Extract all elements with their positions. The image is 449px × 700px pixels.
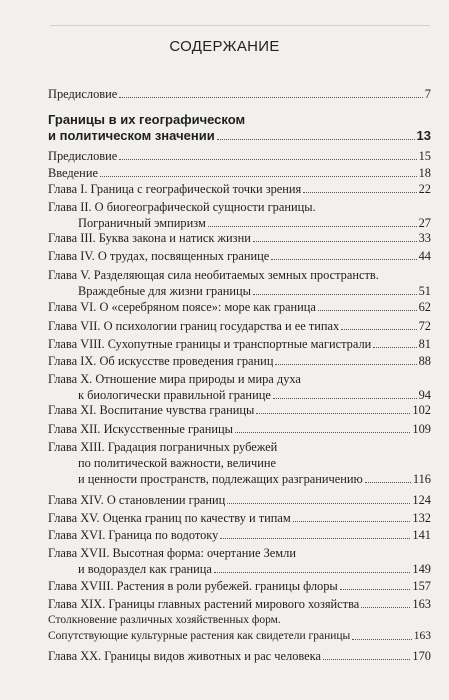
toc-entry[interactable] <box>48 267 431 299</box>
toc-entry[interactable] <box>48 527 431 543</box>
section-title-line1: Границы в их географическом <box>48 112 246 127</box>
toc-entry-label: Глава XII. Искусственные границы <box>48 422 233 436</box>
toc-entry-page: 163 <box>413 630 431 642</box>
leader-dots <box>235 432 410 433</box>
toc-entry-continuation: по политической важности, величине <box>78 456 277 470</box>
leader-dots <box>318 310 417 311</box>
leader-dots <box>119 97 423 98</box>
toc-entry-label: Предисловие <box>48 87 118 101</box>
toc-entry[interactable] <box>48 181 431 197</box>
toc-entry-label: Глава XVI. Граница по водотоку <box>48 528 219 542</box>
toc-entry[interactable] <box>48 336 431 352</box>
toc-entry-page: 44 <box>418 249 431 263</box>
bleed-through-text <box>300 44 303 55</box>
toc-entry-page: 22 <box>418 182 431 196</box>
leader-dots <box>352 639 411 640</box>
toc-entry[interactable] <box>48 230 431 246</box>
leader-dots <box>341 329 416 330</box>
toc-entry[interactable] <box>48 421 431 437</box>
toc-entry[interactable] <box>48 148 431 164</box>
toc-entry-label: Глава IV. О трудах, посвященных границе <box>48 249 270 263</box>
toc-entry[interactable] <box>48 165 431 181</box>
leader-dots <box>220 538 410 539</box>
leader-dots <box>119 159 416 160</box>
toc-entry-label: Глава XIX. Границы главных растений мирового хозяйства <box>48 597 360 611</box>
toc-entry-continuation: Пограничный эмпиризм <box>78 216 206 230</box>
leader-dots <box>100 176 417 177</box>
toc-entry-label: Глава XVII. Высотная форма: очертание Земли <box>48 546 296 560</box>
toc-entry[interactable] <box>48 318 431 334</box>
leader-dots <box>271 259 416 260</box>
leader-dots <box>256 413 410 414</box>
leader-dots <box>340 589 411 590</box>
toc-entry-label: Глава XX. Границы видов животных и рас человека <box>48 649 322 663</box>
toc-entry[interactable] <box>48 439 431 487</box>
section-page: 13 <box>416 128 431 143</box>
toc-entry-page: 157 <box>412 579 431 593</box>
toc-entry[interactable] <box>48 578 431 594</box>
toc-entry-label: Глава V. Разделяющая сила необитаемых земных пространств. <box>48 268 379 282</box>
leader-dots <box>275 364 416 365</box>
toc-entry-label: Столкновение различных хозяйственных форм. <box>48 614 281 626</box>
leader-dots <box>303 192 416 193</box>
toc-entry-label: Глава XIII. Градация пограничных рубежей <box>48 440 278 454</box>
toc-section-heading[interactable] <box>48 112 431 144</box>
toc-entry-preface-top[interactable] <box>48 86 431 102</box>
toc-entry-label: Глава VII. О психологии границ государства и ее типах <box>48 319 340 333</box>
leader-dots <box>361 607 410 608</box>
toc-entry[interactable] <box>48 248 431 264</box>
toc-entry-label: Глава VI. О «серебряном поясе»: море как граница <box>48 300 316 314</box>
toc-entry-page: 72 <box>418 319 431 333</box>
leader-dots <box>227 503 410 504</box>
page-title: СОДЕРЖАНИЕ <box>169 38 280 55</box>
toc-entry-page: 170 <box>412 649 431 663</box>
toc-entry-page: 116 <box>412 472 431 486</box>
toc-entry-page: 109 <box>412 422 431 436</box>
toc-entry-page: 27 <box>418 216 431 230</box>
toc-entry-label: Введение <box>48 166 98 180</box>
leader-dots <box>293 521 411 522</box>
toc-entry[interactable] <box>48 371 431 403</box>
toc-entry-continuation: и водораздел как граница <box>78 562 212 576</box>
toc-entry-page: 18 <box>418 166 431 180</box>
toc-entry-label: Глава VIII. Сухопутные границы и транспортные магистрали <box>48 337 372 351</box>
toc-entry-label: Глава I. Граница с географической точки зрения <box>48 182 302 196</box>
toc-entry[interactable] <box>48 596 431 612</box>
toc-entry[interactable] <box>48 545 431 577</box>
toc-entry-page: 88 <box>418 354 431 368</box>
toc-entry-label: Глава IX. Об искусстве проведения границ <box>48 354 274 368</box>
toc-entry-page: 141 <box>412 528 431 542</box>
toc-entry-label: Глава X. Отношение мира природы и мира духа <box>48 372 301 386</box>
toc-entry-label: Глава XIV. О становлении границ <box>48 493 226 507</box>
toc-entry[interactable] <box>48 492 431 508</box>
toc-entry-page: 132 <box>412 511 431 525</box>
toc-entry-page: 149 <box>412 562 431 576</box>
toc-entry[interactable] <box>48 299 431 315</box>
toc-entry-page: 62 <box>418 300 431 314</box>
running-head-ghost <box>50 14 430 26</box>
toc-entry-label: Предисловие <box>48 149 118 163</box>
leader-dots <box>365 482 411 483</box>
toc-entry-page: 7 <box>424 87 431 101</box>
toc-entry-label: Глава XVIII. Растения в роли рубежей. границы флоры <box>48 579 338 593</box>
toc-entry[interactable] <box>48 353 431 369</box>
toc-entry-continuation: Враждебные для жизни границы <box>78 284 251 298</box>
leader-dots <box>373 347 416 348</box>
toc-entry-page: 33 <box>418 231 431 245</box>
toc-entry-label: Глава XV. Оценка границ по качеству и типам <box>48 511 291 525</box>
section-title-line2: и политическом значении <box>48 128 215 143</box>
toc-entry-continuation: Сопутствующие культурные растения как свидетели границы <box>48 630 351 642</box>
leader-dots <box>253 241 417 242</box>
toc-entry-label: Глава II. О биогеографической сущности границы. <box>48 200 316 214</box>
toc-entry[interactable] <box>48 510 431 526</box>
toc-entry[interactable] <box>48 612 431 644</box>
toc-entry-page: 124 <box>412 493 431 507</box>
leader-dots <box>214 572 411 573</box>
toc-entry-page: 94 <box>418 388 431 402</box>
toc-entry-page: 81 <box>418 337 431 351</box>
toc-entry[interactable] <box>48 402 431 418</box>
toc-entry-label: Глава XI. Воспитание чувства границы <box>48 403 255 417</box>
leader-dots <box>217 139 415 140</box>
leader-dots <box>323 659 410 660</box>
toc-entry-page: 102 <box>412 403 431 417</box>
leader-dots <box>273 398 417 399</box>
leader-dots <box>208 226 417 227</box>
leader-dots <box>253 294 417 295</box>
toc-entry-page: 15 <box>418 149 431 163</box>
toc-entry[interactable] <box>48 648 431 664</box>
toc-entry-label: Глава III. Буква закона и натиск жизни <box>48 231 251 245</box>
toc-entry-page: 163 <box>412 597 431 611</box>
toc-entry-page: 51 <box>418 284 431 298</box>
toc-entry[interactable] <box>48 199 431 231</box>
toc-entry-continuation: и ценности пространств, подлежащих разграничению <box>78 472 363 486</box>
toc-entry-continuation: к биологически правильной границе <box>78 388 271 402</box>
